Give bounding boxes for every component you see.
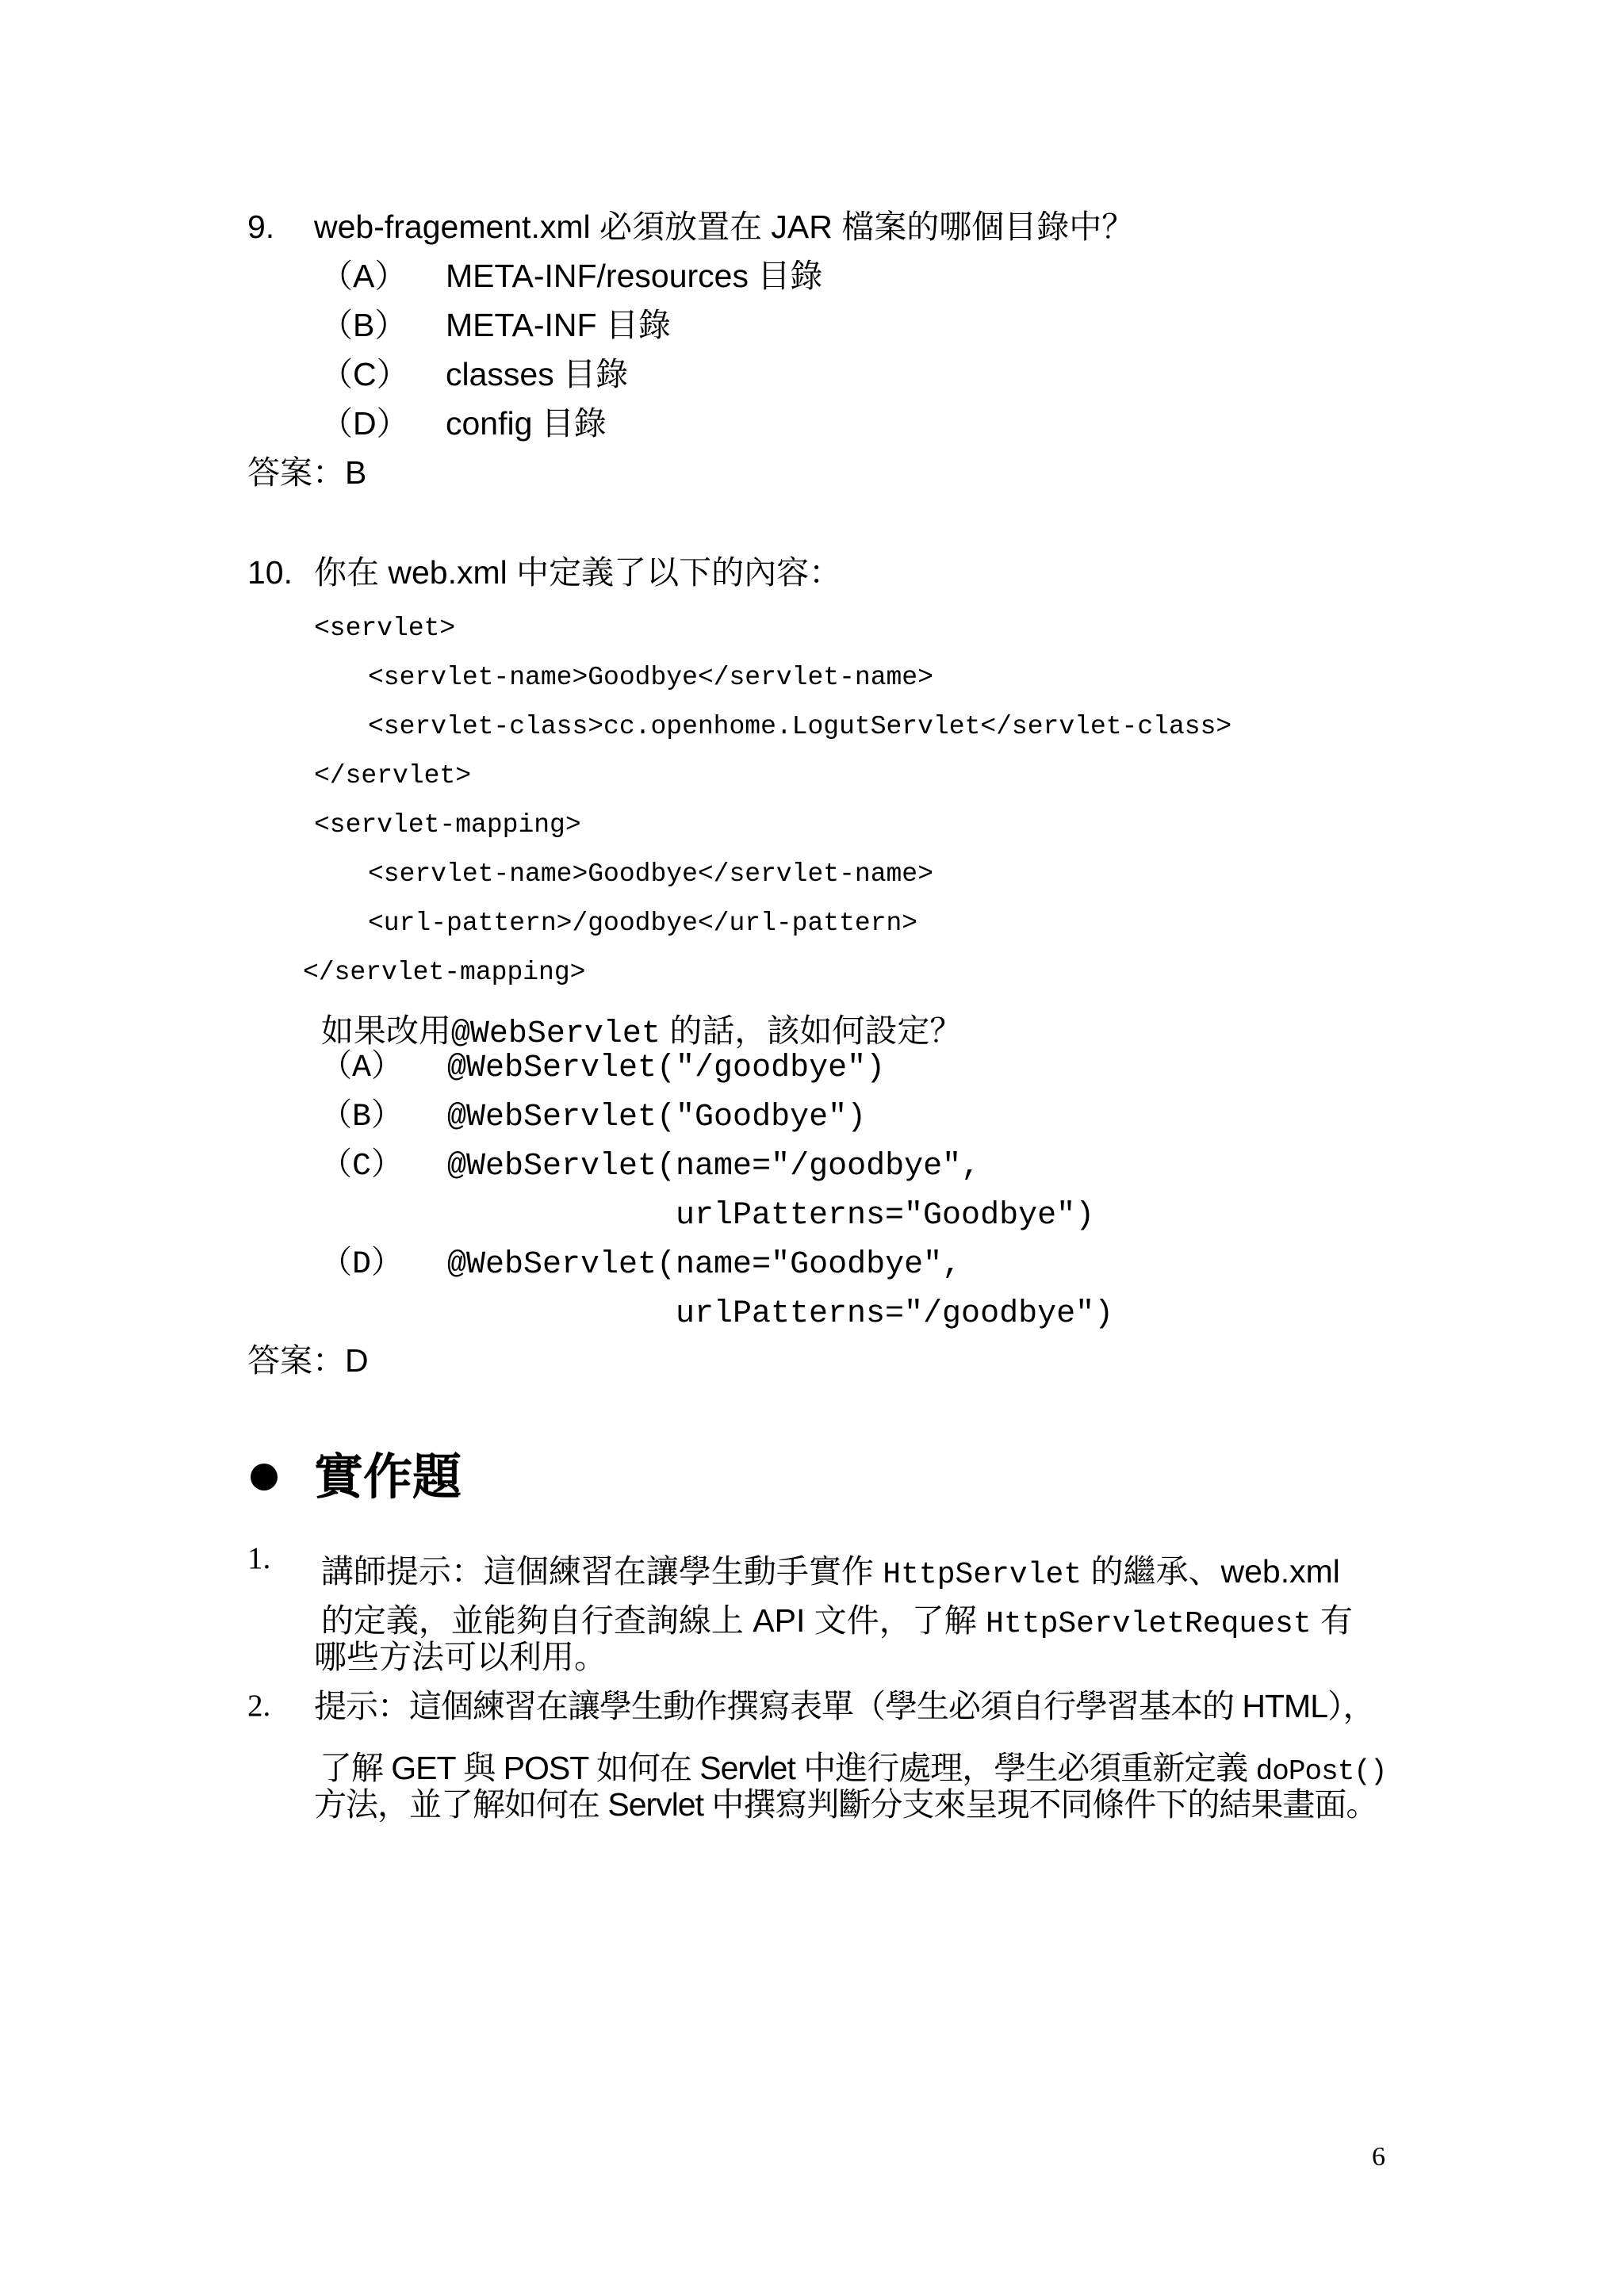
practice-item-2-line-3: 方法，並了解如何在 Servlet 中撰寫判斷分支來呈現不同條件下的結果畫面。 [314, 1786, 1378, 1823]
code-line: <servlet-class>cc.openhome.LogutServlet</servlet-class> [368, 712, 1232, 741]
q9-answer: 答案：B [247, 454, 367, 491]
q10-number: 10. [247, 554, 293, 591]
code-line: <servlet-name>Goodbye</servlet-name> [368, 859, 933, 889]
q9-question: web-fragement.xml 必須放置在 JAR 檔案的哪個目錄中？ [314, 209, 1135, 245]
q10-option-c-text: @WebServlet(name="/goodbye", [447, 1149, 981, 1184]
text-segment: 的定義，並能夠自行查詢線上 API 文件，了解 [320, 1602, 986, 1639]
q10-option-a-text: @WebServlet("/goodbye") [447, 1050, 886, 1086]
code-segment: doPost() [1255, 1755, 1387, 1788]
q10-option-a-label: （A） [320, 1050, 404, 1086]
text-segment: 講師提示：這個練習在讓學生動手實作 [320, 1553, 883, 1590]
text-segment: 了解 GET 與 POST 如何在 Servlet 中進行處理，學生必須重新定義 [319, 1750, 1256, 1786]
q10-option-d-label: （D） [320, 1247, 404, 1283]
practice-item-1-line-1 [314, 1543, 1340, 1590]
q10-option-b-label: （B） [320, 1100, 404, 1135]
bullet-icon [251, 1464, 278, 1490]
q10-answer: 答案：D [247, 1342, 369, 1379]
page-number: 6 [1372, 2142, 1385, 2172]
q10-prompt-post: 的話，該如何設定？ [660, 1012, 963, 1049]
q9-option-c-label: （C） [320, 356, 409, 392]
code-segment: HttpServlet [883, 1558, 1082, 1592]
practice-item-number: 1. [247, 1541, 271, 1575]
q10-prompt [314, 1002, 962, 1050]
text-segment: 有 [1311, 1602, 1354, 1639]
code-line: <servlet> [314, 614, 456, 643]
q9-option-b-text: META-INF 目錄 [446, 307, 671, 343]
practice-item-number: 2. [247, 1689, 271, 1723]
practice-item-1-line-3: 哪些方法可以利用。 [314, 1639, 607, 1675]
code-segment: HttpServletRequest [986, 1607, 1312, 1641]
q9-option-a-label: （A） [320, 258, 408, 294]
q10-option-c-cont: urlPatterns="Goodbye") [676, 1198, 1095, 1234]
code-line: <servlet-mapping> [314, 810, 581, 840]
code-line: </servlet-mapping> [303, 958, 586, 987]
q9-number: 9. [247, 209, 275, 245]
practice-item-2-line-2 [314, 1739, 1387, 1786]
practice-item-2-line-1: 提示：這個練習在讓學生動作撰寫表單（學生必須自行學習基本的 HTML）， [314, 1688, 1375, 1724]
q10-prompt-code: @WebServlet [450, 1016, 661, 1052]
text-segment: 的繼承、web.xml [1082, 1553, 1340, 1590]
section-heading: 實作題 [314, 1448, 462, 1506]
q9-option-b-label: （B） [320, 307, 408, 343]
q10-option-d-text: @WebServlet(name="Goodbye", [447, 1247, 962, 1283]
practice-item-1-line-2 [314, 1592, 1353, 1640]
q9-option-d-text: config 目錄 [446, 405, 607, 442]
q9-option-a-text: META-INF/resources 目錄 [446, 258, 823, 294]
q10-option-d-cont: urlPatterns="/goodbye") [676, 1296, 1114, 1332]
q10-prompt-pre: 如果改用 [320, 1012, 451, 1049]
code-line: </servlet> [314, 761, 472, 790]
q9-option-d-label: （D） [320, 405, 409, 442]
q10-option-b-text: @WebServlet("Goodbye") [447, 1100, 867, 1135]
code-line: <servlet-name>Goodbye</servlet-name> [368, 663, 933, 692]
q9-option-c-text: classes 目錄 [446, 356, 629, 392]
code-line: <url-pattern>/goodbye</url-pattern> [368, 909, 918, 938]
q10-question: 你在 web.xml 中定義了以下的內容： [314, 554, 842, 591]
q10-option-c-label: （C） [320, 1149, 404, 1184]
